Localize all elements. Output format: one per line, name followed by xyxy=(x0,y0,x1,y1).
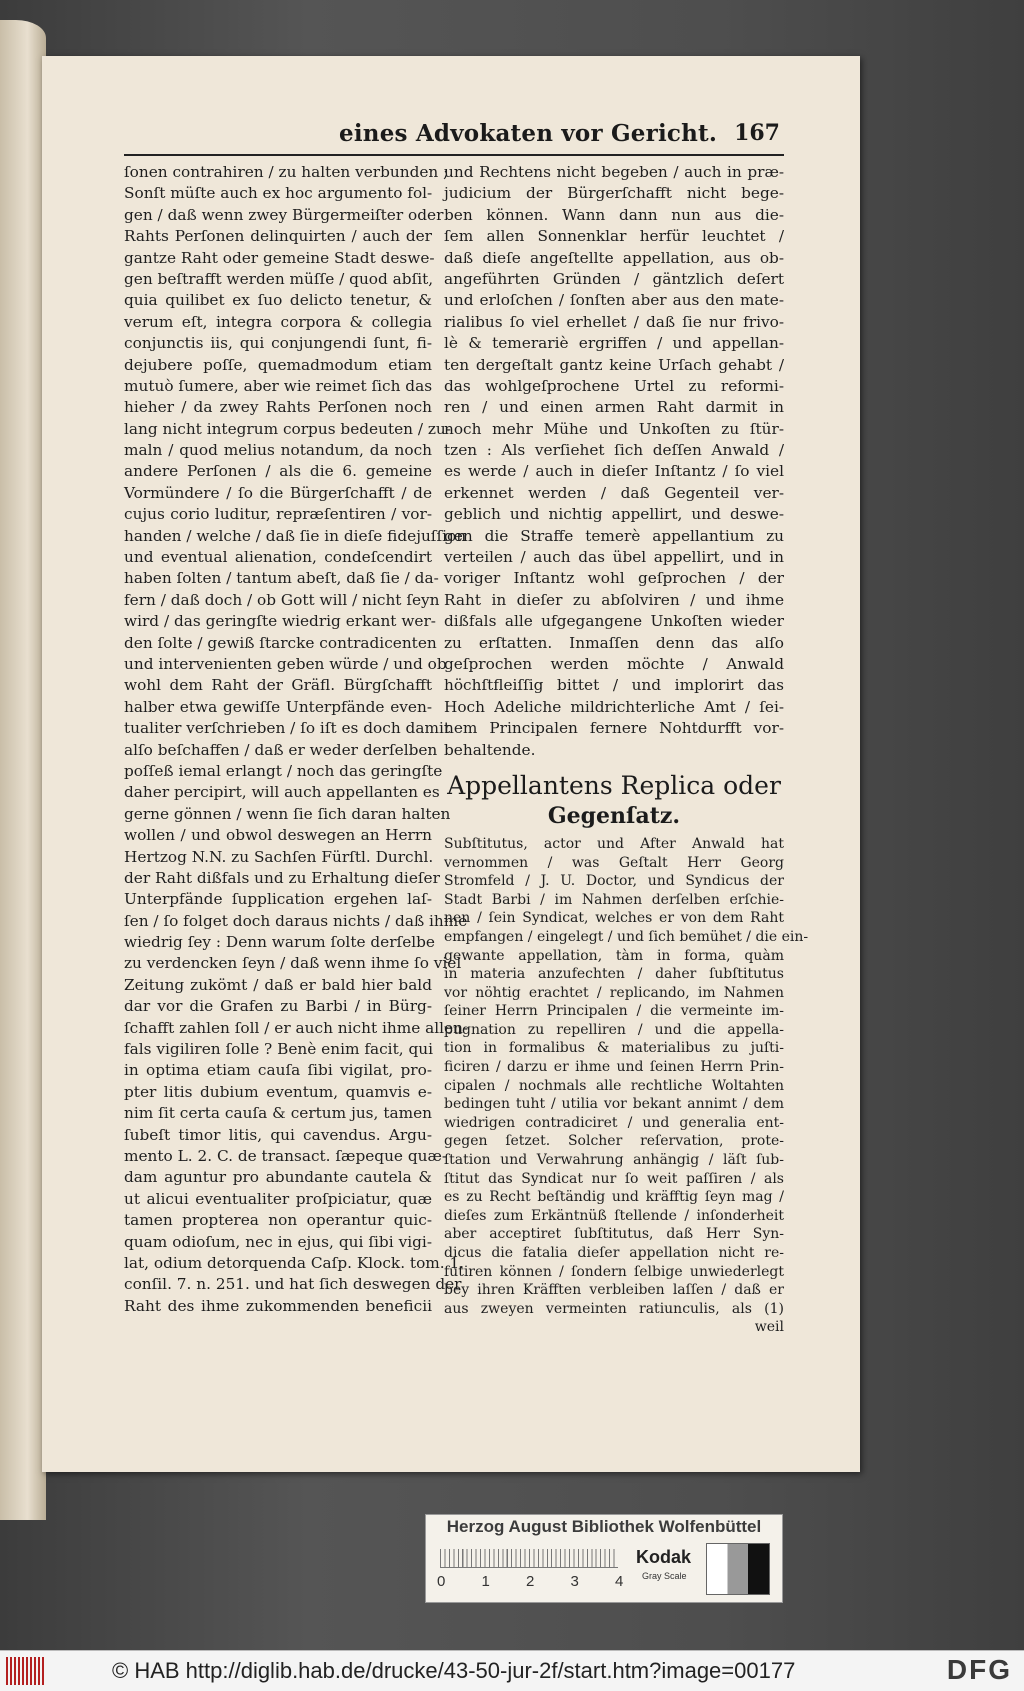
text-line: Zeitung zukömt / daß er bald hier bald xyxy=(124,975,432,994)
text-line: lè & temerariè ergriffen / und appellan- xyxy=(444,334,784,353)
text-line: daß dieſe angeſtellte appellation, aus ob- xyxy=(444,248,784,267)
text-line: in optima etiam cauſa ſibi vigilat, pro- xyxy=(124,1061,432,1080)
text-line: fals vigiliren ſolle ? Benè enim facit, qui xyxy=(124,1040,433,1059)
text-line: aber acceptiret ſubſtitutus, daß Herr Syn- xyxy=(444,1226,784,1243)
right-column-bottom-text xyxy=(444,835,809,1318)
text-line: dejubere poſſe, quemadmodum etiam xyxy=(124,355,432,374)
text-line: haben ſolten / tantum abeſt, daß ſie / da- xyxy=(124,569,439,588)
text-line: bedingen tuht / utilia vor bekant annimt / dem xyxy=(444,1096,784,1113)
footer-bar xyxy=(0,1650,1024,1691)
footer-url[interactable]: © HAB http://diglib.hab.de/drucke/43-50-jur-2f/start.htm?image=00177 xyxy=(112,1658,796,1683)
text-line: Stadt Barbi / im Nahmen derſelben erſchie- xyxy=(444,891,784,908)
text-line: wird / das geringſte wiedrig erkant wer- xyxy=(124,612,436,631)
text-line: zu verdencken ſeyn / daß wenn ihme ſo viel xyxy=(124,954,462,973)
text-line: dieſes zum Erkäntnüß ſtellende / inſonderheit xyxy=(444,1207,784,1224)
text-line: vor nöhtig erachtet / replicando, im Nahmen xyxy=(444,984,784,1001)
text-line: lang nicht integrum corpus bedeuten / zu- xyxy=(124,419,451,438)
running-title: eines Advokaten vor Gericht. xyxy=(339,120,718,147)
text-line: conjunctis iis, qui conjungendi ſunt, fi- xyxy=(124,334,432,353)
text-line: behaltende. xyxy=(444,740,536,759)
text-line: ben können. Wann dann nun aus die- xyxy=(444,205,784,224)
text-line: dißfals alle ufgegangene Unkoſten wieder xyxy=(444,612,784,631)
text-line: dicus die fatalia dieſer appellation nicht re- xyxy=(444,1245,784,1261)
text-line: gerne gönnen / wenn ſie ſich daran halten xyxy=(124,804,451,823)
text-line: ſchafft zahlen ſoll / er auch nicht ihme allen- xyxy=(124,1018,469,1037)
text-line: nem Principalen fernere Nohtdurfft vor- xyxy=(444,719,784,738)
text-line: lat, odium detorquenda Caſp. Klock. tom. 1. xyxy=(124,1253,465,1272)
text-line: Hoch Adeliche mildrichterliche Amt / ſei- xyxy=(444,697,784,716)
book-page xyxy=(42,56,860,1472)
text-line: ficiren / darzu er ihme und ſeinen Herrn Prin- xyxy=(444,1059,784,1076)
text-line: Unterpfände ſupplication ergehen laſ- xyxy=(124,890,432,909)
text-line: Vormündere / ſo die Bürgerſchafft / de xyxy=(124,483,432,502)
text-line: nim ſit certa cauſa & certum jus, tamen xyxy=(124,1104,432,1123)
catchword: weil xyxy=(754,1319,784,1336)
text-line: erkennet werden / daß Gegenteil ver- xyxy=(444,483,784,502)
color-target-card xyxy=(425,1514,783,1603)
text-line: ſem allen Sonnenklar herfür leuchtet / xyxy=(444,227,784,246)
text-line: halber etwa gewiſſe Unterpfände even- xyxy=(124,697,432,716)
kodak-logo: Kodak xyxy=(636,1547,692,1567)
text-line: quia quilibet ex ſuo delicto tenetur, & xyxy=(124,291,432,310)
text-line: futiren können / ſondern ſelbige unwiederlegt xyxy=(444,1263,784,1280)
text-line: ſtitut das Syndicat nur ſo weit paſſiren / als xyxy=(444,1170,784,1187)
section-title: Appellantens Replica oder xyxy=(447,770,781,800)
text-line: alſo beſchaffen / daß er weder derſelben xyxy=(124,740,438,759)
ruler-number: 3 xyxy=(570,1573,579,1590)
text-line: wollen / und obwol deswegen an Herrn xyxy=(124,826,432,845)
kodak-subtitle: Gray Scale xyxy=(642,1571,687,1581)
text-line: tzen : Als verſiehet ſich deſſen Anwald / xyxy=(444,441,784,460)
text-line: verteilen / auch das übel appellirt, und in xyxy=(444,548,784,567)
text-line: und Rechtens nicht begeben / auch in præ- xyxy=(444,163,784,181)
text-line: handen / welche / daß ſie in dieſe fidejuſſion xyxy=(124,526,467,545)
text-line: ſonen contrahiren / zu halten verbunden ; xyxy=(124,163,449,181)
text-line: ſubeſt timor litis, qui cavendus. Argu- xyxy=(124,1125,432,1144)
text-line: ſtation und Verwahrung anhängig / läſt ſub- xyxy=(444,1152,784,1169)
text-line: Stromfeld / J. U. Doctor, und Syndicus der xyxy=(444,873,784,890)
text-line: vernommen / was Geſtalt Herr Georg xyxy=(444,854,784,871)
text-line: wiedrigen contradiciret / und generalia ent- xyxy=(444,1114,784,1131)
text-line: wohl dem Raht der Gräfl. Bürgſchafft xyxy=(124,676,432,695)
text-line: in materia anzufechten / daher ſubſtitutus xyxy=(444,966,784,983)
text-line: maln / quod melius notandum, da noch xyxy=(124,441,432,460)
text-line: gen beſtrafft werden müſſe / quod abſit, xyxy=(124,269,434,288)
left-page-edge xyxy=(0,20,46,1520)
text-line: ſeiner Herrn Principalen / die vermeinte im- xyxy=(444,1003,784,1020)
ruler-number: 0 xyxy=(437,1573,446,1590)
text-line: judicium der Bürgerſchafft nicht bege- xyxy=(444,184,784,203)
text-line: poſſeß iemal erlangt / noch das geringſte xyxy=(124,761,443,780)
text-line: hieher / da zwey Rahts Perſonen noch xyxy=(124,398,432,417)
text-line: geſprochen werden möchte / Anwald xyxy=(444,654,784,673)
text-line: conſil. 7. n. 251. und hat ſich deswegen der xyxy=(124,1275,462,1294)
text-line: pugnation zu repelliren / und die appella- xyxy=(444,1021,784,1038)
scale-ruler xyxy=(440,1549,618,1568)
text-line: ut alicui eventualiter proſpiciatur, quæ xyxy=(124,1189,432,1208)
text-line: fern / daß doch / ob Gott will / nicht ſeyn xyxy=(124,590,440,609)
institution-label: Herzog August Bibliothek Wolfenbüttel xyxy=(446,1517,762,1536)
text-line: mutuò ſumere, aber wie reimet ſich das xyxy=(124,376,433,395)
text-line: tualiter verſchrieben / ſo iſt es doch damit xyxy=(124,719,450,738)
text-line: gen / daß wenn zwey Bürgermeiſter oder xyxy=(124,205,444,224)
text-line: gen die Straffe temerè appellantium zu xyxy=(444,526,784,545)
text-line: dar vor die Grafen zu Barbi / in Bürg- xyxy=(124,997,432,1016)
text-line: verum eſt, integra corpora & collegia xyxy=(124,312,432,331)
text-line: den ſolte / gewiß ſtarcke contradicenten xyxy=(124,633,437,652)
text-line: pter litis dubium eventum, quamvis e- xyxy=(124,1082,432,1101)
text-line: bey ihren Kräfften verbleiben laſſen / daß er xyxy=(444,1282,784,1299)
text-line: empfangen / eingelegt / und ſich bemühet / die ein- xyxy=(444,928,809,945)
text-line: wiedrig ſey : Denn warum ſolte derſelbe xyxy=(124,933,435,952)
text-line: Hertzog N.N. zu Sachſen Fürſtl. Durchl. xyxy=(124,847,434,866)
gray-scale-patch xyxy=(706,1543,770,1595)
text-line: höchſtfleiſſig bittet / und implorirt das xyxy=(444,676,784,695)
right-text-column xyxy=(444,162,809,1336)
text-line: ten dergeſtalt gantz keine Urſach gehabt / xyxy=(444,355,784,374)
text-line: aus zweyen vermeinten ratiunculis, als (1) xyxy=(444,1300,784,1317)
text-line: tamen propterea non operantur quic- xyxy=(124,1211,432,1230)
text-line: Subſtitutus, actor und After Anwald hat xyxy=(444,835,784,852)
text-line: es werde / auch in dieſer Inſtantz / ſo viel xyxy=(444,462,784,481)
text-line: es zu Recht beſtändig und kräfftig ſeyn mag / xyxy=(444,1189,784,1206)
ruler-number: 4 xyxy=(615,1573,624,1590)
dfg-logo: DFG xyxy=(946,1654,1012,1685)
text-line: und erloſchen / ſonſten aber aus den mate- xyxy=(444,291,784,310)
text-line: Raht des ihme zukommenden beneficii xyxy=(124,1296,432,1315)
text-line: Sonſt müſte auch ex hoc argumento fol- xyxy=(124,184,433,203)
text-line: ren / und einen armen Raht darmit in xyxy=(444,398,784,417)
text-line: quam odioſum, nec in ejus, qui ſibi vigi- xyxy=(124,1232,432,1251)
text-line: Raht in dieſer zu abſolviren / und ihme xyxy=(444,590,784,609)
text-line: ſen / ſo folget doch daraus nichts / daß ihme xyxy=(124,911,468,930)
text-line: nen / ſein Syndicat, welches er von dem Raht xyxy=(444,910,784,927)
text-line: andere Perſonen / als die 6. gemeine xyxy=(124,462,432,481)
text-line: tion in formalibus & materialibus zu juſti- xyxy=(444,1040,784,1057)
page-number: 167 xyxy=(734,120,780,146)
text-line: und eventual alienation, condeſcendirt xyxy=(124,548,432,567)
text-line: cipalen / nochmals alle rechtliche Woltahten xyxy=(444,1077,784,1094)
text-line: der Raht dißfals und zu Erhaltung dieſer xyxy=(124,868,440,887)
barcode-icon xyxy=(6,1657,46,1685)
right-column-top-text xyxy=(444,162,784,761)
text-line: mento L. 2. C. de transact. ſæpeque quæ- xyxy=(124,1146,448,1165)
section-subtitle: Gegenſatz. xyxy=(547,802,681,829)
text-line: noch mehr Mühe und Unkoſten zu ſtür- xyxy=(444,419,784,438)
text-line: cujus corio luditur, repræſentiren / vor- xyxy=(124,505,432,524)
text-line: gewante appellation, tàm in forma, quàm xyxy=(444,947,784,964)
text-line: gantze Raht oder gemeine Stadt deswe- xyxy=(124,248,435,267)
text-line: das wohlgeſprochene Urtel zu reformi- xyxy=(444,376,784,395)
ruler-number: 2 xyxy=(526,1573,535,1590)
running-head xyxy=(124,120,784,156)
left-text-column xyxy=(124,162,469,1317)
ruler-number: 1 xyxy=(481,1573,490,1590)
text-line: und intervenienten geben würde / und ob xyxy=(124,654,447,673)
text-line: geblich und nichtig appellirt, und deswe- xyxy=(444,505,784,524)
text-line: zu erſtatten. Inmaſſen denn das alſo xyxy=(444,633,784,652)
text-line: gegen ſetzet. Solcher reſervation, prote- xyxy=(444,1133,784,1150)
text-line: Rahts Perſonen delinquirten / auch der xyxy=(124,227,432,246)
text-line: voriger Inſtantz wohl geſprochen / der xyxy=(444,569,784,588)
text-line: dam aguntur pro abundante cautela & xyxy=(124,1168,432,1187)
text-line: angeführten Gründen / gäntzlich deſert xyxy=(444,269,784,288)
text-line: rialibus ſo viel erhellet / daß ſie nur frivo- xyxy=(444,312,784,331)
text-line: daher percipirt, will auch appellanten es xyxy=(124,783,440,802)
